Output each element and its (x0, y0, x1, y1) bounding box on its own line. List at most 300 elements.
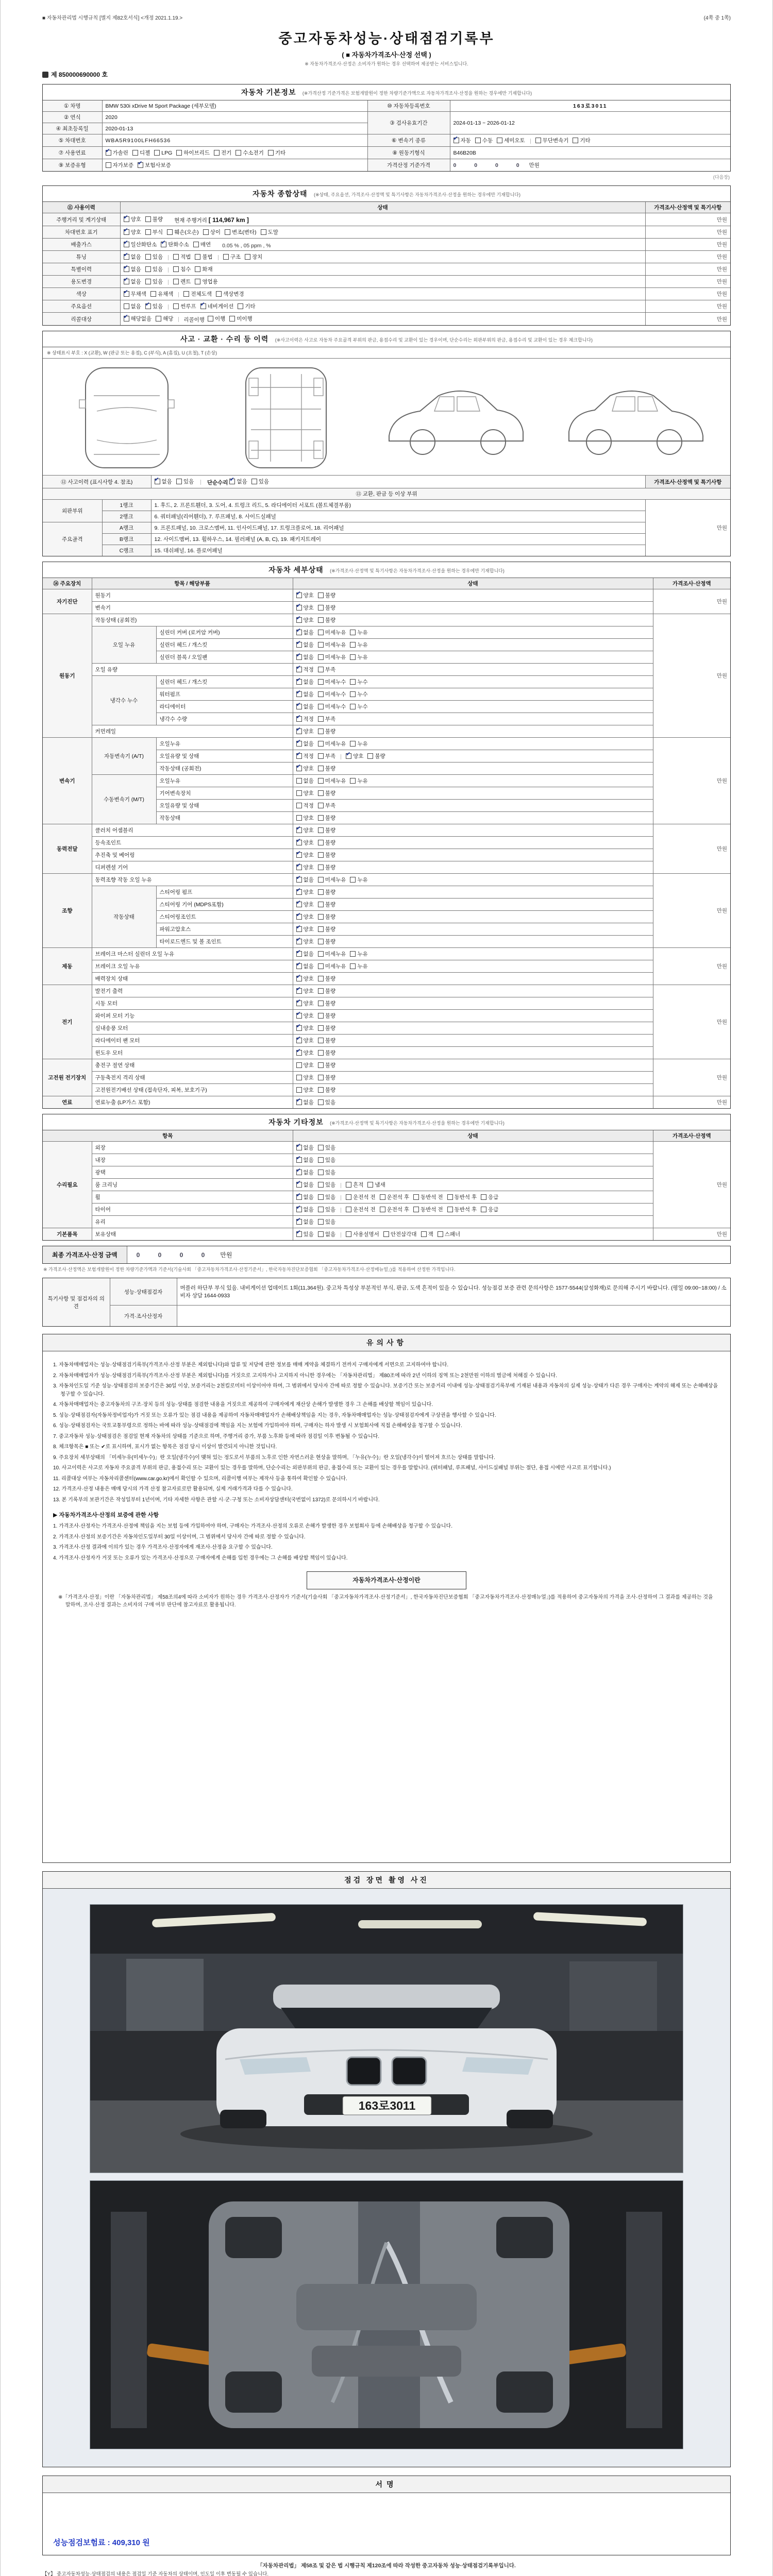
item-state (293, 1179, 653, 1191)
checkbox-checked[interactable]: ✔ 양호 (296, 1024, 314, 1032)
checkbox-checked[interactable]: ✔ 양호 (296, 604, 314, 612)
notice-item: 13. 본 기록부의 보관기간은 작성일부터 1년이며, 기타 자세한 사항은 관할 시·군·구청 또는 소비자상담센터(국번없이 1372)로 문의하시기 바랍니다. (53, 1497, 380, 1503)
checkbox-unchecked[interactable]: 누유 (350, 653, 367, 661)
checkbox-unchecked[interactable]: 부족 (318, 715, 335, 723)
checkbox-checked[interactable]: ✔ 없음 (296, 1181, 314, 1189)
item-name: 보유상태 (92, 1228, 293, 1241)
checkbox-icon (145, 216, 151, 222)
vin-value: WBA5R9100LFH66536 (102, 134, 367, 147)
price-warranty-title: ▶ 자동차가격조사·산정의 보증에 관한 사항 (53, 1512, 159, 1518)
checkbox-unchecked[interactable]: 불량 (318, 789, 335, 797)
item-name: 작동상태 (공회전) (156, 762, 293, 775)
checkbox-unchecked[interactable]: 적정 (296, 802, 314, 809)
checkbox-unchecked[interactable]: 양호 (296, 1074, 314, 1081)
detail-col-state: 상태 (293, 578, 653, 589)
checkbox-checked[interactable]: ✔ 없음 (296, 1144, 314, 1151)
checkbox-unchecked[interactable]: 있음 (318, 1168, 335, 1176)
checkbox-unchecked[interactable]: 불량 (318, 839, 335, 846)
checkbox-checked[interactable]: ✔ 양호 (296, 591, 314, 599)
checkbox-unchecked[interactable]: 전체도색 (183, 290, 212, 298)
checkbox-unchecked[interactable]: 불량 (318, 765, 335, 772)
checkbox-unchecked[interactable]: 불량 (318, 851, 335, 859)
checkbox-unchecked[interactable]: 불량 (318, 901, 335, 908)
checkbox-icon (296, 1145, 302, 1150)
detail-row (43, 973, 730, 985)
checkbox-icon (296, 827, 302, 833)
checkbox-unchecked[interactable]: 디젤 (132, 149, 150, 157)
checkbox-icon (296, 1075, 302, 1080)
checkbox-unchecked[interactable]: 부족 (318, 802, 335, 809)
checkbox-unchecked[interactable]: 불량 (318, 826, 335, 834)
item-category: 수동변속기 (M/T) (92, 775, 156, 824)
checkbox-icon (261, 229, 266, 235)
checkbox-unchecked[interactable]: 사용설명서 (346, 1230, 379, 1238)
checkbox-unchecked[interactable]: 불량 (318, 975, 335, 982)
cluster-label: 리콜이행 (183, 317, 205, 323)
checkbox-unchecked[interactable]: 있음 (318, 1156, 335, 1164)
signature-area[interactable] (43, 2493, 730, 2555)
checkbox-unchecked[interactable]: 있음 (251, 478, 269, 485)
checkbox-unchecked[interactable]: 미세누유 (318, 629, 346, 636)
device-name: 변속기 (43, 738, 92, 824)
checkbox-icon (296, 1157, 302, 1163)
checkbox-unchecked[interactable]: 누유 (350, 950, 367, 958)
checkbox-unchecked[interactable]: 있음 (318, 1181, 335, 1189)
checkbox-checked[interactable]: ✔ 없음 (124, 278, 141, 285)
insurance-premium-value: 409,310 원 (112, 2538, 150, 2547)
checkbox-checked[interactable]: ✔ 없음 (296, 690, 314, 698)
checkbox-cluster (296, 853, 340, 859)
checkbox-icon (296, 1170, 302, 1175)
checkbox-checked[interactable]: ✔ 없음 (296, 678, 314, 686)
checkbox-checked[interactable]: ✔ 없음 (296, 876, 314, 884)
checkbox-unchecked[interactable]: 양호 (296, 1086, 314, 1094)
checkbox-unchecked[interactable]: 이행 (208, 315, 225, 323)
detail-col-item: 항목 / 해당부품 (92, 578, 293, 589)
checkbox-cluster (106, 151, 290, 157)
checkbox-checked[interactable]: ✔ 양호 (296, 925, 314, 933)
vehicle-top-view-diagram (60, 364, 194, 472)
year-value: 2020 (102, 112, 367, 123)
checkbox-unchecked[interactable]: 기타 (238, 302, 255, 310)
checkbox-unchecked[interactable]: 불량 (367, 752, 385, 760)
checkbox-icon (296, 704, 302, 709)
checkbox-icon (138, 162, 143, 168)
checkbox-unchecked[interactable]: 미이행 (229, 315, 252, 323)
checkbox-unchecked[interactable]: 누유 (350, 962, 367, 970)
checkbox-checked[interactable]: ✔ 무채색 (124, 290, 146, 298)
price-cell: 만원 (645, 276, 730, 288)
checkbox-unchecked[interactable]: 응급 (481, 1206, 498, 1213)
checkbox-unchecked[interactable]: 불량 (318, 1061, 335, 1069)
checkbox-checked[interactable]: ✔ 없음 (296, 1156, 314, 1164)
checkbox-unchecked[interactable]: 불량 (318, 938, 335, 945)
checkbox-unchecked[interactable]: 자가보증 (106, 161, 134, 169)
checkbox-checked[interactable]: ✔ 양호 (124, 215, 141, 223)
checkbox-checked[interactable]: ✔ 해당없음 (124, 315, 152, 323)
checkbox-icon (245, 254, 250, 260)
detail-row (43, 738, 730, 750)
checkbox-unchecked[interactable]: 화재 (195, 265, 212, 273)
checkbox-unchecked[interactable]: 미세누유 (318, 950, 346, 958)
status-symbol-legend: ※ 상태표시 부호 : X (교환), W (판금 또는 용접), C (부식), A (흠집), U (요철), T (손상) (43, 347, 730, 359)
notice-item: 7. 중고자동차 성능·상태점검은 점검일 현재 자동차의 상태를 기준으로 하며, 주행거리 증가, 부품 노후화 등에 따라 점검일 이후 변동될 수 있습니다. (53, 1433, 380, 1439)
checkbox-checked[interactable]: ✔ 양호 (296, 1012, 314, 1020)
checkbox-icon (124, 229, 129, 235)
checkbox-unchecked[interactable]: 누유 (350, 777, 367, 785)
checkbox-unchecked[interactable]: 스패너 (438, 1230, 460, 1238)
checkbox-checked[interactable]: ✔ 없음 (296, 1206, 314, 1213)
checkbox-cluster (296, 655, 372, 662)
checkbox-unchecked[interactable]: 부족 (318, 752, 335, 760)
checkbox-unchecked[interactable]: 없음 (124, 302, 141, 310)
checkbox-icon (268, 150, 274, 156)
checkbox-unchecked[interactable]: 침수 (173, 265, 191, 273)
item-state (293, 812, 653, 824)
checkbox-checked[interactable]: ✔ 보험사보증 (138, 161, 171, 169)
checkbox-checked[interactable]: ✔ 일산화탄소 (124, 241, 157, 248)
item-state (293, 849, 653, 861)
checkbox-unchecked[interactable]: 불량 (318, 616, 335, 624)
checkbox-unchecked[interactable]: 없음 (318, 1230, 335, 1238)
checkbox-cluster (124, 230, 282, 236)
checkbox-checked[interactable]: ✔ 없음 (296, 950, 314, 958)
checkbox-unchecked[interactable]: 구조 (223, 253, 241, 261)
checkbox-unchecked[interactable]: 있음 (318, 1098, 335, 1106)
checkbox-unchecked[interactable]: 불량 (318, 913, 335, 921)
photo-underbody-view (90, 2180, 683, 2449)
checkbox-unchecked[interactable]: 불량 (318, 1049, 335, 1057)
checkbox-checked[interactable]: ✔ 없음 (296, 703, 314, 710)
checkbox-checked[interactable]: ✔ 양호 (296, 826, 314, 834)
checkbox-icon (296, 1194, 302, 1200)
detail-row (43, 1204, 730, 1216)
detail-row (43, 960, 730, 973)
section-inspector-opinion (42, 1278, 731, 1327)
checkbox-unchecked[interactable]: 색상변경 (216, 290, 244, 298)
checkbox-cluster (296, 940, 340, 946)
item-state (293, 1154, 653, 1166)
item-name: 작동상태 (공회전) (92, 614, 293, 626)
checkbox-unchecked[interactable]: 영업용 (195, 278, 217, 285)
checkbox-unchecked[interactable]: 흔적 (346, 1181, 363, 1189)
checkbox-unchecked[interactable]: 안전삼각대 (383, 1230, 417, 1238)
use-history-label: 색상 (43, 288, 120, 300)
checkbox-icon (318, 815, 324, 821)
checkbox-checked[interactable]: ✔ 양호 (296, 863, 314, 871)
checkbox-cluster (124, 304, 167, 311)
checkbox-checked[interactable]: ✔ 없음 (296, 962, 314, 970)
checkbox-unchecked[interactable]: 누유 (350, 876, 367, 884)
photo-license-plate: 163로3011 (358, 2099, 416, 2112)
accident-price-header: 가격조사·산정액 및 특기사항 (645, 476, 730, 488)
checkbox-unchecked[interactable]: 냄새 (367, 1181, 385, 1189)
checkbox-unchecked[interactable]: 훼손(오손) (167, 228, 199, 236)
checkbox-checked[interactable]: ✔ 없음 (229, 478, 247, 485)
checkbox-icon (346, 1194, 351, 1200)
checkbox-checked[interactable]: ✔ 양호 (296, 999, 314, 1007)
checkbox-checked[interactable]: ✔ 네비게이션 (200, 302, 234, 310)
checkbox-unchecked[interactable]: 불량 (318, 1012, 335, 1020)
checkbox-unchecked[interactable]: 누수 (350, 678, 367, 686)
item-category: 자동변속기 (A/T) (92, 738, 156, 775)
checkbox-unchecked[interactable]: 상이 (203, 228, 221, 236)
checkbox-unchecked[interactable]: 응급 (481, 1193, 498, 1201)
checkbox-checked[interactable]: ✔ 양호 (296, 1049, 314, 1057)
checkbox-unchecked[interactable]: 양호 (296, 1061, 314, 1069)
etc-col-state: 상태 (293, 1130, 653, 1142)
checkbox-icon (421, 1231, 427, 1237)
checkbox-unchecked[interactable]: 불량 (318, 888, 335, 896)
checkbox-unchecked[interactable]: 매연 (193, 241, 211, 248)
notice-item: 2. 자동차매매업자가 성능·상태점검기록부(가격조사·산정 부분은 제외합니다)를 거짓으로 고지하거나 고지하지 아니한 경우에는 「자동차관리법」 제80조에 따라 2년 이하의 징역 또는 2천만원 이하의 벌금에 처해질 수 있습니다. (53, 1372, 557, 1379)
checkbox-unchecked[interactable]: 불량 (318, 727, 335, 735)
checkbox-checked[interactable]: ✔ 양호 (296, 901, 314, 908)
checkbox-icon (350, 691, 356, 697)
notice-item: 3. 가격조사·산정 결과에 이의가 있는 경우 가격조사·산정자에게 재조사·산정을 요구할 수 있습니다. (53, 1545, 273, 1551)
checkbox-checked[interactable]: ✔ 있음 (145, 302, 163, 310)
checkbox-unchecked[interactable]: 불량 (145, 215, 163, 223)
checkbox-unchecked[interactable]: 미세누유 (318, 876, 346, 884)
checkbox-checked[interactable]: ✔ 양호 (296, 888, 314, 896)
checkbox-checked[interactable]: ✔ 양호 (296, 727, 314, 735)
checkbox-unchecked[interactable]: 불량 (318, 1024, 335, 1032)
checkbox-unchecked[interactable]: 세미오토 (497, 137, 525, 144)
checkbox-checked[interactable]: ✔ 없음 (296, 1193, 314, 1201)
checkbox-unchecked[interactable]: 있음 (145, 265, 163, 273)
checkbox-unchecked[interactable]: 전기 (214, 149, 231, 157)
checkbox-checked[interactable]: ✔ 양호 (296, 851, 314, 859)
checkbox-unchecked[interactable]: 장치 (245, 253, 262, 261)
checkbox-unchecked[interactable]: 동반석 전 (413, 1193, 443, 1201)
checkbox-unchecked[interactable]: 미세누수 (318, 690, 346, 698)
footer-note-1: 【Y】 중고자동차성능·상태점검의 내용은 점검일 기준 자동차의 상태이며, 인도일 이후 변동될 수 있습니다. (42, 2571, 269, 2576)
checkbox-checked[interactable]: ✔ 양호 (296, 1037, 314, 1044)
checkbox-cluster (296, 1232, 340, 1239)
checkbox-unchecked[interactable]: 하이브리드 (176, 149, 210, 157)
checkbox-checked[interactable]: ✔ 양호 (296, 987, 314, 995)
vehicle-diagrams (43, 359, 730, 476)
checkbox-icon (296, 592, 302, 598)
checkbox-unchecked[interactable]: 수동 (475, 137, 493, 144)
detail-row (43, 849, 730, 861)
checkbox-unchecked[interactable]: 운전석 후 (380, 1206, 410, 1213)
cluster-divider (168, 267, 169, 273)
checkbox-checked[interactable]: ✔ 없음 (124, 265, 141, 273)
detail-row (43, 1142, 730, 1154)
checkbox-unchecked[interactable]: 불량 (318, 1074, 335, 1081)
checkbox-unchecked[interactable]: 양호 (296, 814, 314, 822)
checkbox-unchecked[interactable]: 적법 (173, 253, 191, 261)
overall-row (43, 213, 730, 226)
checkbox-unchecked[interactable]: 불량 (318, 591, 335, 599)
section-note-accident: (※사고이력은 사고로 자동차 주요골격 부위의 판금, 용접수리 및 교환이 있는 경우이며, 단순수리는 외판부위의 판금, 용접수리 및 교환이 있는 경우 체크합니다) (275, 337, 593, 343)
checkbox-unchecked[interactable]: 동반석 전 (413, 1206, 443, 1213)
checkbox-checked[interactable]: ✔ 양호 (296, 938, 314, 945)
checkbox-unchecked[interactable]: 도말 (261, 228, 278, 236)
checkbox-unchecked[interactable]: 누유 (350, 629, 367, 636)
final-price-value (127, 1246, 730, 1263)
checkbox-icon (296, 852, 302, 858)
checkbox-checked[interactable]: ✔ 없음 (296, 629, 314, 636)
checkbox-unchecked[interactable]: 기타 (573, 137, 590, 144)
item-name: 라디에이터 팬 모터 (92, 1035, 293, 1047)
checkbox-cluster (296, 828, 340, 835)
reg-no-label: ⑩ 자동차등록번호 (367, 100, 450, 112)
checkbox-icon (296, 902, 302, 907)
overall-row (43, 239, 730, 251)
checkbox-checked[interactable]: ✔ 없음 (296, 653, 314, 661)
checkbox-unchecked[interactable]: 양호 (296, 789, 314, 797)
checkbox-unchecked[interactable]: LPG (154, 150, 172, 156)
checkbox-cluster (124, 217, 167, 224)
checkbox-checked[interactable]: ✔ 가솔린 (106, 149, 128, 157)
checkbox-unchecked[interactable]: 운전석 후 (380, 1193, 410, 1201)
checkbox-unchecked[interactable]: 미세누유 (318, 653, 346, 661)
checkbox-icon (124, 303, 129, 309)
checkbox-icon (350, 679, 356, 685)
checkbox-unchecked[interactable]: 동반석 후 (447, 1206, 477, 1213)
checkbox-unchecked[interactable]: 있음 (145, 253, 163, 261)
item-name: 시동 모터 (92, 997, 293, 1010)
checkbox-unchecked[interactable]: 있음 (318, 1206, 335, 1213)
use-history-label: 용도변경 (43, 276, 120, 288)
checkbox-unchecked[interactable]: 불량 (318, 1086, 335, 1094)
checkbox-icon (296, 926, 302, 932)
checkbox-unchecked[interactable]: 불량 (318, 925, 335, 933)
checkbox-checked[interactable]: ✔ 없음 (296, 1218, 314, 1226)
form-footer (42, 2562, 731, 2576)
checkbox-unchecked[interactable]: 있음 (318, 1144, 335, 1151)
checkbox-unchecked[interactable]: 있음 (318, 1193, 335, 1201)
checkbox-icon (236, 150, 241, 156)
checkbox-icon (318, 1219, 324, 1225)
item-state (293, 1072, 653, 1084)
checkbox-checked[interactable]: ✔ 없음 (296, 641, 314, 649)
checkbox-checked[interactable]: ✔ 양호 (346, 752, 363, 760)
checkbox-unchecked[interactable]: 미세누유 (318, 740, 346, 748)
checkbox-unchecked[interactable]: 기타 (268, 149, 285, 157)
section-detail-condition (42, 562, 731, 1109)
checkbox-unchecked[interactable]: 누유 (350, 740, 367, 748)
checkbox-checked[interactable]: ✔ 양호 (296, 975, 314, 982)
item-name: 내장 (92, 1154, 293, 1166)
checkbox-unchecked[interactable]: 불법 (195, 253, 212, 261)
checkbox-checked[interactable]: ✔ 없음 (296, 1168, 314, 1176)
checkbox-icon (318, 1157, 324, 1163)
item-state (293, 750, 653, 762)
checkbox-icon (346, 1231, 351, 1237)
checkbox-checked[interactable]: ✔ 양호 (296, 839, 314, 846)
checkbox-checked[interactable]: ✔ 양호 (296, 765, 314, 772)
checkbox-unchecked[interactable]: 미세누유 (318, 777, 346, 785)
checkbox-unchecked[interactable]: 변조(변타) (225, 228, 257, 236)
checkbox-unchecked[interactable]: 불량 (318, 987, 335, 995)
checkbox-unchecked[interactable]: 누수 (350, 703, 367, 710)
checkbox-unchecked[interactable]: 무단변속기 (535, 137, 569, 144)
checkbox-unchecked[interactable]: 불량 (318, 863, 335, 871)
checkbox-cluster (223, 255, 267, 261)
checkbox-unchecked[interactable]: 유채색 (150, 290, 173, 298)
checkbox-unchecked[interactable]: 부식 (145, 228, 163, 236)
checkbox-cluster (183, 317, 256, 323)
checkbox-unchecked[interactable]: 렌트 (173, 278, 191, 285)
item-state (293, 664, 653, 676)
checkbox-unchecked[interactable]: 있음 (176, 478, 194, 485)
checkbox-checked[interactable]: ✔ 양호 (124, 228, 141, 236)
price-cell: 만원 (653, 985, 730, 1059)
checkbox-unchecked[interactable]: 수소전기 (236, 149, 264, 157)
checkbox-icon (296, 1231, 302, 1237)
checkbox-checked[interactable]: ✔ 양호 (296, 913, 314, 921)
checkbox-unchecked[interactable]: 불량 (318, 1037, 335, 1044)
checkbox-unchecked[interactable]: 미세누유 (318, 962, 346, 970)
checkbox-unchecked[interactable]: 있음 (145, 278, 163, 285)
use-history-state (120, 213, 645, 226)
checkbox-checked[interactable]: ✔ 적정 (296, 752, 314, 760)
checkbox-icon (296, 1025, 302, 1031)
cluster-divider (178, 292, 179, 297)
checkbox-unchecked[interactable]: 없음 (296, 777, 314, 785)
checkbox-cluster (124, 280, 167, 286)
checkbox-icon (296, 667, 302, 672)
checkbox-unchecked[interactable]: 누유 (350, 641, 367, 649)
checkbox-checked[interactable]: ✔ 없음 (124, 253, 141, 261)
checkbox-unchecked[interactable]: 불량 (318, 814, 335, 822)
checkbox-icon (350, 877, 356, 883)
document-number: 제 850000690000 호 (42, 70, 731, 79)
checkbox-icon (296, 617, 302, 623)
item-name: 실린더 블록 / 오일팬 (156, 651, 293, 664)
checkbox-cluster (296, 791, 340, 798)
checkbox-unchecked[interactable]: 불량 (318, 999, 335, 1007)
item-name: 외장 (92, 1142, 293, 1154)
item-name: 발전기 출력 (92, 985, 293, 997)
checkbox-checked[interactable]: ✔ 적정 (296, 666, 314, 673)
section-title-overall: 자동차 종합상태 (252, 190, 308, 198)
checkbox-cluster (346, 1208, 502, 1214)
checkbox-unchecked[interactable]: 불량 (318, 604, 335, 612)
checkbox-unchecked[interactable]: 동반석 후 (447, 1193, 477, 1201)
photos-title: 점검 장면 촬영 사진 (43, 1872, 730, 1889)
checkbox-checked[interactable]: ✔ 탄화수소 (161, 241, 189, 248)
checkbox-unchecked[interactable]: 잭 (421, 1230, 433, 1238)
transmission-checklist (450, 134, 730, 147)
checkbox-unchecked[interactable]: 미세누수 (318, 703, 346, 710)
checkbox-unchecked[interactable]: 미세누유 (318, 641, 346, 649)
checkbox-unchecked[interactable]: 썬루프 (173, 302, 196, 310)
fuel-label: ⑦ 사용연료 (43, 147, 102, 159)
checkbox-checked[interactable]: ✔ 적정 (296, 715, 314, 723)
checkbox-icon (161, 242, 166, 247)
checkbox-unchecked[interactable]: 부족 (318, 666, 335, 673)
checkbox-unchecked[interactable]: 운전석 전 (346, 1193, 376, 1201)
checkbox-unchecked[interactable]: 운전석 전 (346, 1206, 376, 1213)
checkbox-checked[interactable]: ✔ 있음 (296, 1230, 314, 1238)
checkbox-checked[interactable]: ✔ 없음 (296, 1098, 314, 1106)
checkbox-unchecked[interactable]: 미세누수 (318, 678, 346, 686)
checkbox-icon (383, 1231, 389, 1237)
checkbox-checked[interactable]: ✔ 양호 (296, 616, 314, 624)
checkbox-cluster (296, 989, 340, 995)
checkbox-checked[interactable]: ✔ 없음 (296, 740, 314, 748)
checkbox-checked[interactable]: ✔ 없음 (155, 478, 172, 485)
checkbox-icon (229, 316, 235, 321)
checkbox-unchecked[interactable]: 있음 (318, 1218, 335, 1226)
checkbox-checked[interactable]: ✔ 자동 (453, 137, 471, 144)
checkbox-unchecked[interactable]: 해당 (156, 315, 173, 323)
checkbox-unchecked[interactable]: 누수 (350, 690, 367, 698)
